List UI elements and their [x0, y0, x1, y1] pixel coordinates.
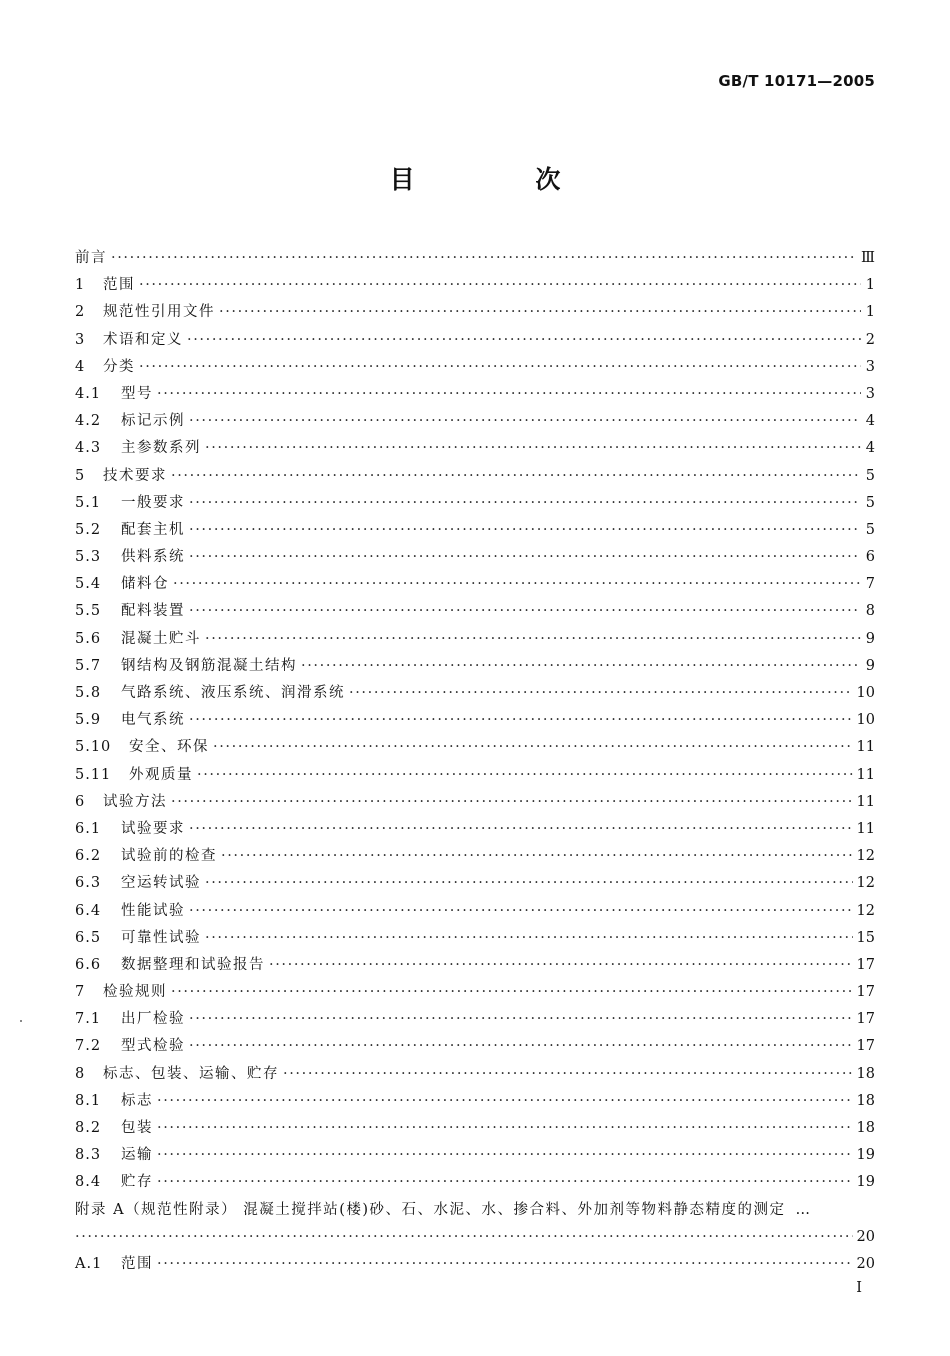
toc-entry[interactable]	[75, 898, 875, 925]
toc-annex-trail: …	[795, 1201, 810, 1218]
toc-entry-label: 型式检验	[121, 1038, 185, 1055]
toc-entry-page: 5	[865, 467, 875, 484]
toc-entry-number: 6.3	[75, 875, 102, 892]
toc-entry-page: 6	[865, 549, 875, 566]
toc-entry-number: 1	[75, 277, 86, 294]
toc-entry-page: 12	[856, 902, 875, 919]
toc-entry[interactable]	[75, 952, 875, 979]
toc-entry-number: 5.11	[75, 766, 112, 783]
toc-entry[interactable]	[75, 517, 875, 544]
toc-entry-page: 3	[865, 358, 875, 375]
toc-entry-number: 3	[75, 331, 86, 348]
leader-dots	[173, 571, 861, 598]
toc-entry[interactable]	[75, 1251, 875, 1278]
toc-entry-label: 配料装置	[121, 603, 185, 620]
toc-entry-page: 9	[865, 630, 875, 647]
toc-entry-page: 11	[856, 766, 875, 783]
leader-dots	[157, 1142, 853, 1169]
toc-entry-page: 11	[856, 820, 875, 837]
leader-dots	[157, 381, 861, 408]
leader-dots	[187, 327, 861, 354]
toc-entry-label: 外观质量	[129, 766, 193, 783]
toc-entry-page: 2	[865, 331, 875, 348]
leader-dots	[189, 544, 861, 571]
toc-annex-entry[interactable]	[75, 1197, 875, 1224]
toc-entry[interactable]	[75, 1088, 875, 1115]
leader-dots	[171, 789, 853, 816]
toc-entry-number: 8	[75, 1065, 86, 1082]
toc-entry-label: 包装	[121, 1120, 153, 1136]
toc-entry-label: 供料系统	[121, 549, 185, 566]
toc-entry[interactable]	[75, 925, 875, 952]
toc-entry-number: 6.4	[75, 902, 102, 919]
toc-entry-page: 10	[856, 685, 875, 701]
toc-entry-number: 8.2	[75, 1120, 102, 1136]
toc-entry-label: 数据整理和试验报告	[121, 956, 265, 973]
toc-entry[interactable]	[75, 463, 875, 490]
toc-entry-label: 性能试验	[121, 902, 185, 919]
toc-entry-number: 5.2	[75, 521, 102, 538]
leader-dots	[205, 435, 861, 462]
toc-entry-label: 技术要求	[103, 467, 167, 484]
leader-dots	[189, 1006, 853, 1033]
toc-entry-number: 5	[75, 467, 86, 484]
toc-annex-label: 附录 A（规范性附录） 混凝土搅拌站(楼)砂、石、水泥、水、掺合料、外加剂等物料静态精度的测定	[75, 1201, 786, 1218]
toc-entry-label: 规范性引用文件	[103, 304, 215, 321]
standard-code: GB/T 10171—2005	[718, 72, 875, 90]
toc-entry-number: 5.3	[75, 549, 102, 566]
leader-dots	[157, 1251, 853, 1278]
leader-dots	[189, 1033, 853, 1060]
toc-entry-number: 8.4	[75, 1174, 102, 1191]
toc-entry-label: 试验要求	[121, 820, 185, 837]
toc-entry-label: 出厂检验	[121, 1011, 185, 1028]
leader-dots	[189, 408, 861, 435]
toc-entry-page: Ⅲ	[861, 250, 875, 266]
leader-dots	[221, 843, 853, 870]
toc-entry-number: 6	[75, 793, 86, 810]
toc-entry-page: 10	[856, 712, 875, 729]
leader-dots	[111, 245, 857, 272]
leader-dots	[219, 299, 861, 326]
toc-entry-label: 型号	[121, 385, 153, 402]
toc-entry-page: 19	[856, 1147, 875, 1164]
toc-entry[interactable]	[75, 762, 875, 789]
toc-entry[interactable]	[75, 544, 875, 571]
toc-entry-label: 标记示例	[121, 413, 185, 430]
toc-entry-label: 试验前的检查	[121, 848, 217, 865]
toc-entry[interactable]	[75, 870, 875, 897]
toc-entry[interactable]	[75, 490, 875, 517]
toc-entry[interactable]	[75, 571, 875, 598]
toc-entry[interactable]	[75, 789, 875, 816]
toc-annex-continuation[interactable]	[75, 1224, 875, 1251]
toc-entry-label: 运输	[121, 1147, 153, 1164]
toc-entry-page: 17	[856, 984, 875, 1001]
toc-entry-label: 配套主机	[121, 521, 185, 538]
leader-dots	[283, 1061, 853, 1088]
page-title: 目 次	[389, 165, 617, 194]
toc-entry-number: A.1	[75, 1255, 103, 1272]
toc-entry[interactable]	[75, 680, 875, 707]
toc-entry-number: 5.7	[75, 657, 102, 674]
toc-entry[interactable]	[75, 1033, 875, 1060]
toc-entry-page: 1	[865, 277, 875, 294]
leader-dots	[189, 598, 861, 625]
leader-dots	[75, 1224, 853, 1251]
toc-entry-number: 5.6	[75, 630, 102, 647]
toc-entry-page: 15	[856, 929, 875, 946]
leader-dots	[301, 653, 861, 680]
toc-entry[interactable]	[75, 1061, 875, 1088]
toc-entry-page: 4	[865, 413, 875, 430]
leader-dots	[157, 1088, 853, 1115]
toc-entry-number: 7.2	[75, 1038, 102, 1055]
toc-entry-label: 分类	[103, 358, 135, 375]
table-of-contents	[75, 245, 875, 1278]
toc-entry-label: 前言	[75, 250, 107, 266]
toc-entry-label: 储料仓	[121, 576, 169, 593]
toc-entry[interactable]	[75, 979, 875, 1006]
toc-entry-page: 4	[865, 440, 875, 457]
toc-entry-label: 标志	[121, 1092, 153, 1109]
toc-entry[interactable]	[75, 843, 875, 870]
toc-entry-label: 试验方法	[103, 793, 167, 810]
toc-entry[interactable]	[75, 1169, 875, 1196]
toc-entry-number: 6.5	[75, 929, 102, 946]
scan-speck	[20, 1020, 22, 1022]
toc-entry-page: 3	[865, 385, 875, 402]
toc-entry[interactable]	[75, 734, 875, 761]
toc-entry[interactable]	[75, 653, 875, 680]
toc-entry[interactable]	[75, 299, 875, 326]
toc-entry[interactable]	[75, 272, 875, 299]
toc-entry-page: 17	[856, 956, 875, 973]
leader-dots	[189, 898, 853, 925]
toc-entry-number: 5.4	[75, 576, 102, 593]
toc-entry-page: 11	[856, 793, 875, 810]
toc-entry-page: 18	[856, 1065, 875, 1082]
toc-entry-label: 一般要求	[121, 494, 185, 511]
leader-dots	[205, 870, 853, 897]
toc-entry-page: 19	[856, 1174, 875, 1191]
toc-entry-number: 5.9	[75, 712, 102, 729]
toc-entry-page: 11	[856, 739, 875, 756]
toc-entry[interactable]	[75, 245, 875, 272]
toc-entry-number: 6.1	[75, 820, 102, 837]
toc-entry-label: 可靠性试验	[121, 929, 201, 946]
toc-entry-label: 贮存	[121, 1174, 153, 1191]
toc-entry-label: 主参数系列	[121, 440, 201, 457]
leader-dots	[139, 272, 861, 299]
toc-entry-label: 钢结构及钢筋混凝土结构	[121, 657, 297, 674]
toc-entry-number: 4.2	[75, 413, 102, 430]
toc-entry-page: 5	[865, 494, 875, 511]
page-number: I	[856, 1280, 862, 1296]
toc-entry-label: 安全、环保	[129, 739, 209, 756]
toc-entry-label: 检验规则	[103, 984, 167, 1001]
toc-entry-number: 5.8	[75, 685, 102, 701]
leader-dots	[213, 734, 853, 761]
toc-entry-page: 20	[856, 1228, 875, 1245]
toc-entry[interactable]	[75, 408, 875, 435]
toc-entry-label: 范围	[103, 277, 135, 294]
toc-entry-number: 7	[75, 984, 86, 1001]
leader-dots	[205, 925, 853, 952]
toc-entry-number: 8.1	[75, 1092, 102, 1109]
toc-entry-page: 17	[856, 1011, 875, 1028]
toc-entry-number: 4	[75, 358, 86, 375]
toc-entry-number: 5.5	[75, 603, 102, 620]
toc-entry-page: 17	[856, 1038, 875, 1055]
leader-dots	[269, 952, 853, 979]
toc-entry-label: 术语和定义	[103, 331, 183, 348]
toc-entry-number: 5.10	[75, 739, 112, 756]
leader-dots	[189, 490, 861, 517]
toc-entry-number: 8.3	[75, 1147, 102, 1164]
toc-entry[interactable]	[75, 598, 875, 625]
leader-dots	[189, 707, 853, 734]
leader-dots	[189, 517, 861, 544]
toc-entry-page: 7	[865, 576, 875, 593]
leader-dots	[171, 463, 861, 490]
toc-entry-label: 标志、包装、运输、贮存	[103, 1065, 279, 1082]
toc-entry-page: 5	[865, 521, 875, 538]
toc-entry-number: 7.1	[75, 1011, 102, 1028]
toc-entry-number: 6.2	[75, 848, 102, 865]
toc-entry-number: 2	[75, 304, 86, 321]
toc-entry[interactable]	[75, 1142, 875, 1169]
toc-entry-page: 8	[865, 603, 875, 620]
toc-entry-page: 12	[856, 848, 875, 865]
toc-entry[interactable]	[75, 1115, 875, 1142]
toc-entry-page: 12	[856, 875, 875, 892]
leader-dots	[171, 979, 853, 1006]
toc-entry-number: 4.3	[75, 440, 102, 457]
leader-dots	[205, 626, 861, 653]
toc-entry-number: 4.1	[75, 385, 102, 402]
toc-entry[interactable]	[75, 816, 875, 843]
toc-entry-page: 20	[856, 1255, 875, 1272]
toc-entry[interactable]	[75, 354, 875, 381]
toc-entry-page: 18	[856, 1092, 875, 1109]
leader-dots	[349, 680, 853, 707]
toc-entry-label: 混凝土贮斗	[121, 630, 201, 647]
leader-dots	[189, 816, 853, 843]
toc-entry-label: 气路系统、液压系统、润滑系统	[121, 685, 345, 701]
toc-entry-page: 9	[865, 657, 875, 674]
leader-dots	[197, 762, 853, 789]
toc-entry-page: 18	[856, 1120, 875, 1136]
toc-entry[interactable]	[75, 381, 875, 408]
toc-entry-label: 范围	[121, 1255, 153, 1272]
toc-entry[interactable]	[75, 707, 875, 734]
toc-entry[interactable]	[75, 435, 875, 462]
toc-entry[interactable]	[75, 1006, 875, 1033]
toc-entry-number: 6.6	[75, 956, 102, 973]
toc-entry-number: 5.1	[75, 494, 102, 511]
leader-dots	[157, 1115, 853, 1142]
toc-entry[interactable]	[75, 626, 875, 653]
toc-entry-label: 空运转试验	[121, 875, 201, 892]
leader-dots	[157, 1169, 853, 1196]
leader-dots	[139, 354, 861, 381]
toc-entry-label: 电气系统	[121, 712, 185, 729]
toc-entry-page: 1	[865, 304, 875, 321]
toc-entry[interactable]	[75, 327, 875, 354]
